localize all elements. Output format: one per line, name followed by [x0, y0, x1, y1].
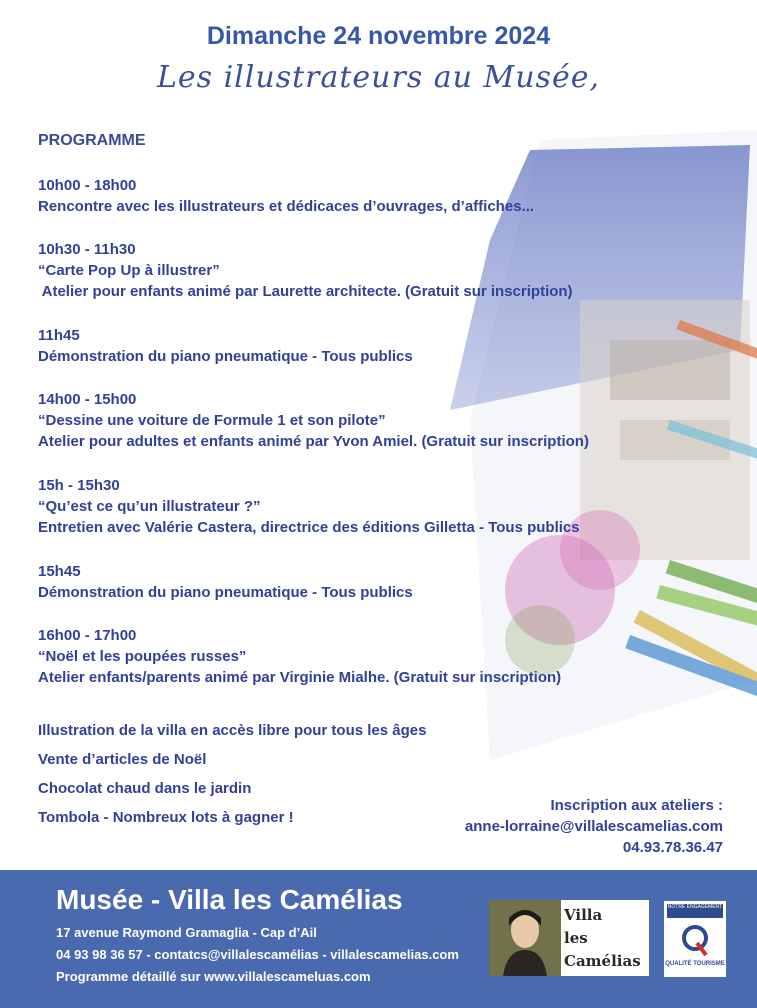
extras-item: Vente d’articles de Noël	[38, 751, 207, 768]
programme-line: Entretien avec Valérie Castera, directrice des éditions Gilletta - Tous publics	[38, 519, 580, 536]
extras-item: Illustration de la villa en accès libre pour tous les âges	[38, 722, 427, 739]
programme-line: “Qu’est ce qu’un illustrateur ?”	[38, 498, 261, 515]
programme-heading: PROGRAMME	[38, 132, 146, 149]
programme-time: 11h45	[38, 327, 80, 344]
museum-name: Musée - Villa les Camélias	[56, 884, 403, 915]
programme-line: Atelier pour adultes et enfants animé par Yvon Amiel. (Gratuit sur inscription)	[38, 433, 589, 450]
extras-item: Tombola - Nombreux lots à gagner !	[38, 809, 294, 826]
quality-label: QUALITÉ TOURISME	[665, 961, 725, 967]
programme-line: Atelier enfants/parents animé par Virginie Mialhe. (Gratuit sur inscription)	[38, 669, 562, 686]
villa-logo	[489, 900, 649, 976]
programme-line: “Dessine une voiture de Formule 1 et son pilote”	[38, 412, 386, 429]
extras-item: Chocolat chaud dans le jardin	[38, 780, 252, 797]
programme-line: “Carte Pop Up à illustrer”	[38, 262, 220, 279]
programme-item	[38, 475, 580, 538]
programme-line: “Noël et les poupées russes”	[38, 648, 247, 665]
programme-item	[38, 325, 413, 367]
programme-item	[38, 389, 589, 452]
museum-phone-contacts: 04 93 98 36 57 - contatcs@villalescamélias - villalescamelias.com	[56, 947, 459, 962]
programme-item	[38, 175, 534, 217]
event-subtitle: Les illustrateurs au Musée,	[156, 60, 600, 95]
programme-time: 16h00 - 17h00	[38, 627, 137, 644]
programme-line: Atelier pour enfants animé par Laurette architecte. (Gratuit sur inscription)	[38, 283, 573, 300]
registration-email[interactable]: anne-lorraine@villalescamelias.com	[464, 818, 723, 835]
programme-time: 15h45	[38, 563, 81, 580]
portrait-image	[489, 900, 561, 976]
quality-band: NOTRE ENGAGEMENT	[667, 904, 723, 918]
programme-line: Rencontre avec les illustrateurs et dédicaces d’ouvrages, d’affiches...	[38, 198, 535, 215]
footer	[0, 870, 757, 1008]
programme-item	[38, 561, 413, 603]
villa-logo-text: Villa les Camélias	[564, 906, 641, 970]
registration-phone: 04.93.78.36.47	[622, 839, 723, 856]
programme-item	[38, 625, 561, 688]
registration-contact	[465, 795, 723, 858]
programme-website: Programme détaillé sur www.villalescameluas.com	[56, 969, 371, 984]
programme-item	[38, 239, 573, 302]
programme-time: 15h - 15h30	[38, 477, 120, 494]
programme-time: 10h30 - 11h30	[38, 241, 136, 258]
registration-label: Inscription aux ateliers :	[550, 797, 723, 814]
qualite-tourisme-logo	[663, 900, 727, 978]
programme-time: 14h00 - 15h00	[38, 391, 137, 408]
extras-list	[38, 716, 426, 832]
museum-address: 17 avenue Raymond Gramaglia - Cap d’Ail	[56, 925, 317, 940]
event-date-title: Dimanche 24 novembre 2024	[206, 22, 551, 50]
programme-time: 10h00 - 18h00	[38, 177, 137, 194]
programme-line: Démonstration du piano pneumatique - Tous publics	[38, 584, 413, 601]
quality-q-icon	[680, 923, 710, 957]
programme-line: Démonstration du piano pneumatique - Tous publics	[38, 348, 413, 365]
